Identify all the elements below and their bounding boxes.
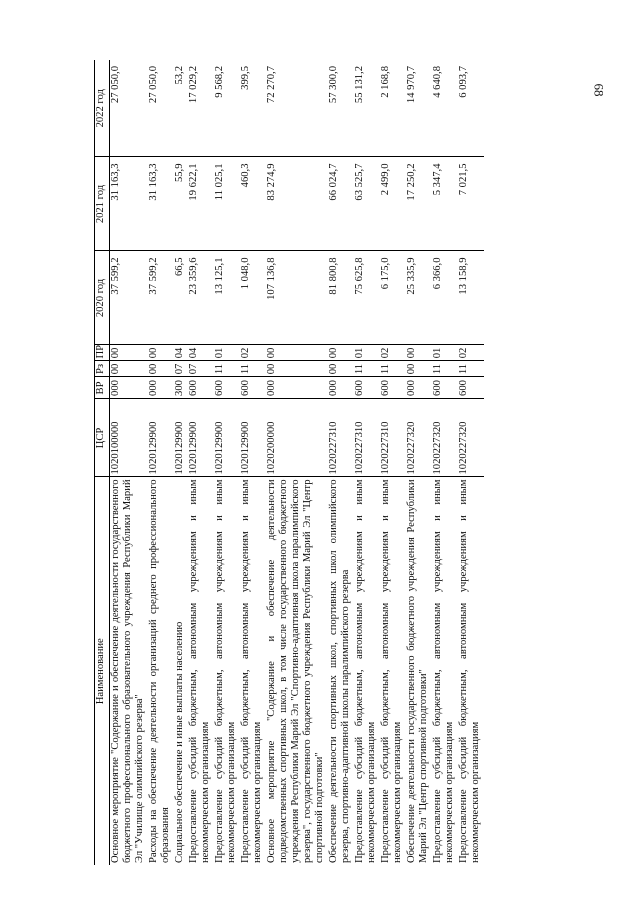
table-row: [328, 60, 354, 865]
table-row: [188, 60, 214, 865]
row-value-2020: 37 599,2: [110, 251, 149, 345]
row-vr: 300: [174, 377, 188, 399]
row-value-2022: 4 640,8: [432, 60, 458, 157]
row-value-2020: 1 048,0: [240, 251, 266, 345]
row-value-2021: 31 163,3: [110, 157, 149, 251]
row-csr: 1020227320: [458, 399, 484, 477]
row-vr: 600: [432, 377, 458, 399]
row-value-2021: 5 347,4: [432, 157, 458, 251]
header-2020: 2020 год: [95, 251, 110, 345]
row-name: Предоставление субсидий бюджетным, автономным учреждениям и иным некоммерческим организациям: [380, 479, 403, 863]
row-csr: 1020227320: [406, 399, 432, 477]
row-rz: 00: [110, 361, 149, 377]
table-row: [354, 60, 380, 865]
row-value-2020: 13 125,1: [214, 251, 240, 345]
header-name: Наименование: [95, 477, 110, 865]
row-rz: 00: [266, 361, 328, 377]
row-vr: 000: [148, 377, 174, 399]
row-value-2020: 81 800,8: [328, 251, 354, 345]
row-name: Обеспечение деятельности государственного бюджетного учреждения Республики Марий Эл "Центр спортивной подготовки": [406, 479, 429, 863]
page-number: 68: [591, 83, 607, 97]
row-rz: 11: [458, 361, 484, 377]
row-csr: 1020227320: [432, 399, 458, 477]
row-csr: 1020227310: [380, 399, 406, 477]
row-value-2020: 25 335,9: [406, 251, 432, 345]
row-name: Предоставление субсидий бюджетным, автономным учреждениям и иным некоммерческим организациям: [354, 479, 377, 863]
row-name: Социальное обеспечение и иные выплаты населению: [174, 621, 185, 863]
budget-table: [94, 60, 484, 865]
header-2021: 2021 год: [95, 157, 110, 251]
row-name: Предоставление субсидий бюджетным, автономным учреждениям и иным некоммерческим организациям: [188, 479, 211, 863]
row-value-2022: 55 131,2: [354, 60, 380, 157]
row-pr: 01: [354, 345, 380, 361]
row-name: Основное мероприятие "Содержание и обеспечение деятельности государственного бюджетного профессионального образовательного учреждения Республики Марий Эл "Училище олимпийского резерва": [110, 479, 145, 863]
row-pr: 00: [328, 345, 354, 361]
row-name: Предоставление субсидий бюджетным, автономным учреждениям и иным некоммерческим организациям: [458, 479, 481, 863]
row-rz: 00: [406, 361, 432, 377]
row-vr: 600: [188, 377, 214, 399]
row-value-2021: 66 024,7: [328, 157, 354, 251]
row-vr: 600: [380, 377, 406, 399]
row-name: Предоставление субсидий бюджетным, автономным учреждениям и иным некоммерческим организациям: [432, 479, 455, 863]
row-value-2021: 11 025,1: [214, 157, 240, 251]
row-pr: 01: [214, 345, 240, 361]
row-value-2022: 53,2: [174, 60, 188, 157]
table-row: [380, 60, 406, 865]
row-name: Обеспечение деятельности спортивных школ, спортивных школ олимпийского резерва, спортивно-адаптивной школы паралимпийского резерва: [328, 479, 351, 863]
row-value-2020: 66,5: [174, 251, 188, 345]
row-value-2020: 107 136,8: [266, 251, 328, 345]
row-rz: 07: [174, 361, 188, 377]
row-csr: 1020129900: [214, 399, 240, 477]
row-pr: 00: [110, 345, 149, 361]
header-csr: ЦСР: [95, 399, 110, 477]
row-value-2022: 2 168,8: [380, 60, 406, 157]
row-csr: 1020129900: [174, 399, 188, 477]
row-csr: 1020129900: [188, 399, 214, 477]
row-pr: 00: [406, 345, 432, 361]
table-row: [240, 60, 266, 865]
row-vr: 600: [214, 377, 240, 399]
rotated-table-sheet: [94, 60, 604, 865]
table-body: [110, 60, 485, 865]
row-vr: 600: [458, 377, 484, 399]
row-pr: 02: [240, 345, 266, 361]
table-row: [148, 60, 174, 865]
header-2022: 2022 год: [95, 60, 110, 157]
row-value-2022: 6 093,7: [458, 60, 484, 157]
row-value-2021: 63 525,7: [354, 157, 380, 251]
row-pr: 00: [148, 345, 174, 361]
row-vr: 000: [266, 377, 328, 399]
row-csr: 1020227310: [328, 399, 354, 477]
row-vr: 600: [354, 377, 380, 399]
row-value-2020: 6 175,0: [380, 251, 406, 345]
row-csr: 1020227310: [354, 399, 380, 477]
row-name: Расходы на обеспечение деятельности организаций среднего профессионального образования: [148, 479, 171, 863]
row-value-2022: 72 270,7: [266, 60, 328, 157]
row-rz: 07: [188, 361, 214, 377]
row-pr: 02: [380, 345, 406, 361]
row-pr: 04: [188, 345, 214, 361]
row-value-2021: 19 622,1: [188, 157, 214, 251]
row-value-2021: 460,3: [240, 157, 266, 251]
row-rz: 11: [380, 361, 406, 377]
row-pr: 02: [458, 345, 484, 361]
table-row: [406, 60, 432, 865]
row-value-2020: 75 625,8: [354, 251, 380, 345]
table-row: [432, 60, 458, 865]
row-pr: 00: [266, 345, 328, 361]
row-value-2021: 17 250,2: [406, 157, 432, 251]
row-csr: 1020100000: [110, 399, 149, 477]
row-vr: 000: [328, 377, 354, 399]
row-csr: 1020129900: [240, 399, 266, 477]
table-row: [458, 60, 484, 865]
row-rz: 11: [240, 361, 266, 377]
row-name: Основное мероприятие "Содержание и обеспечение деятельности подведомственных спортивных школ, в том числе государственного бюджетного учреждения Республики Марий Эл "Спортивно-адаптивная школа паралимпийского резерва", государственного бюджетного учреждения Республики Марий Эл "Центр спортивной подготовки": [266, 479, 325, 863]
row-vr: 600: [240, 377, 266, 399]
row-value-2021: 55,9: [174, 157, 188, 251]
row-name: Предоставление субсидий бюджетным, автономным учреждениям и иным некоммерческим организациям: [214, 479, 237, 863]
header-pr: ПР: [95, 345, 110, 361]
row-value-2020: 37 599,2: [148, 251, 174, 345]
row-value-2022: 27 050,0: [110, 60, 149, 157]
row-rz: 00: [328, 361, 354, 377]
table-row: [214, 60, 240, 865]
row-value-2021: 7 021,5: [458, 157, 484, 251]
row-csr: 1020129900: [148, 399, 174, 477]
header-rz: Рз: [95, 361, 110, 377]
row-value-2021: 31 163,3: [148, 157, 174, 251]
row-value-2022: 399,5: [240, 60, 266, 157]
row-value-2022: 14 970,7: [406, 60, 432, 157]
row-vr: 000: [406, 377, 432, 399]
row-value-2022: 27 050,0: [148, 60, 174, 157]
row-value-2021: 83 274,9: [266, 157, 328, 251]
row-value-2022: 17 029,2: [188, 60, 214, 157]
row-rz: 00: [148, 361, 174, 377]
header-vr: ВР: [95, 377, 110, 399]
row-pr: 01: [432, 345, 458, 361]
row-value-2021: 2 499,0: [380, 157, 406, 251]
row-rz: 11: [214, 361, 240, 377]
row-value-2022: 9 568,2: [214, 60, 240, 157]
row-value-2022: 57 300,0: [328, 60, 354, 157]
row-vr: 000: [110, 377, 149, 399]
row-rz: 11: [354, 361, 380, 377]
row-name: Предоставление субсидий бюджетным, автономным учреждениям и иным некоммерческим организациям: [240, 479, 263, 863]
table-row: [110, 60, 149, 865]
row-value-2020: 6 366,0: [432, 251, 458, 345]
row-pr: 04: [174, 345, 188, 361]
row-rz: 11: [432, 361, 458, 377]
row-value-2020: 13 158,9: [458, 251, 484, 345]
table-row: [174, 60, 188, 865]
row-csr: 1020200000: [266, 399, 328, 477]
table-header: [95, 60, 110, 865]
row-value-2020: 23 359,6: [188, 251, 214, 345]
table-row: [266, 60, 328, 865]
